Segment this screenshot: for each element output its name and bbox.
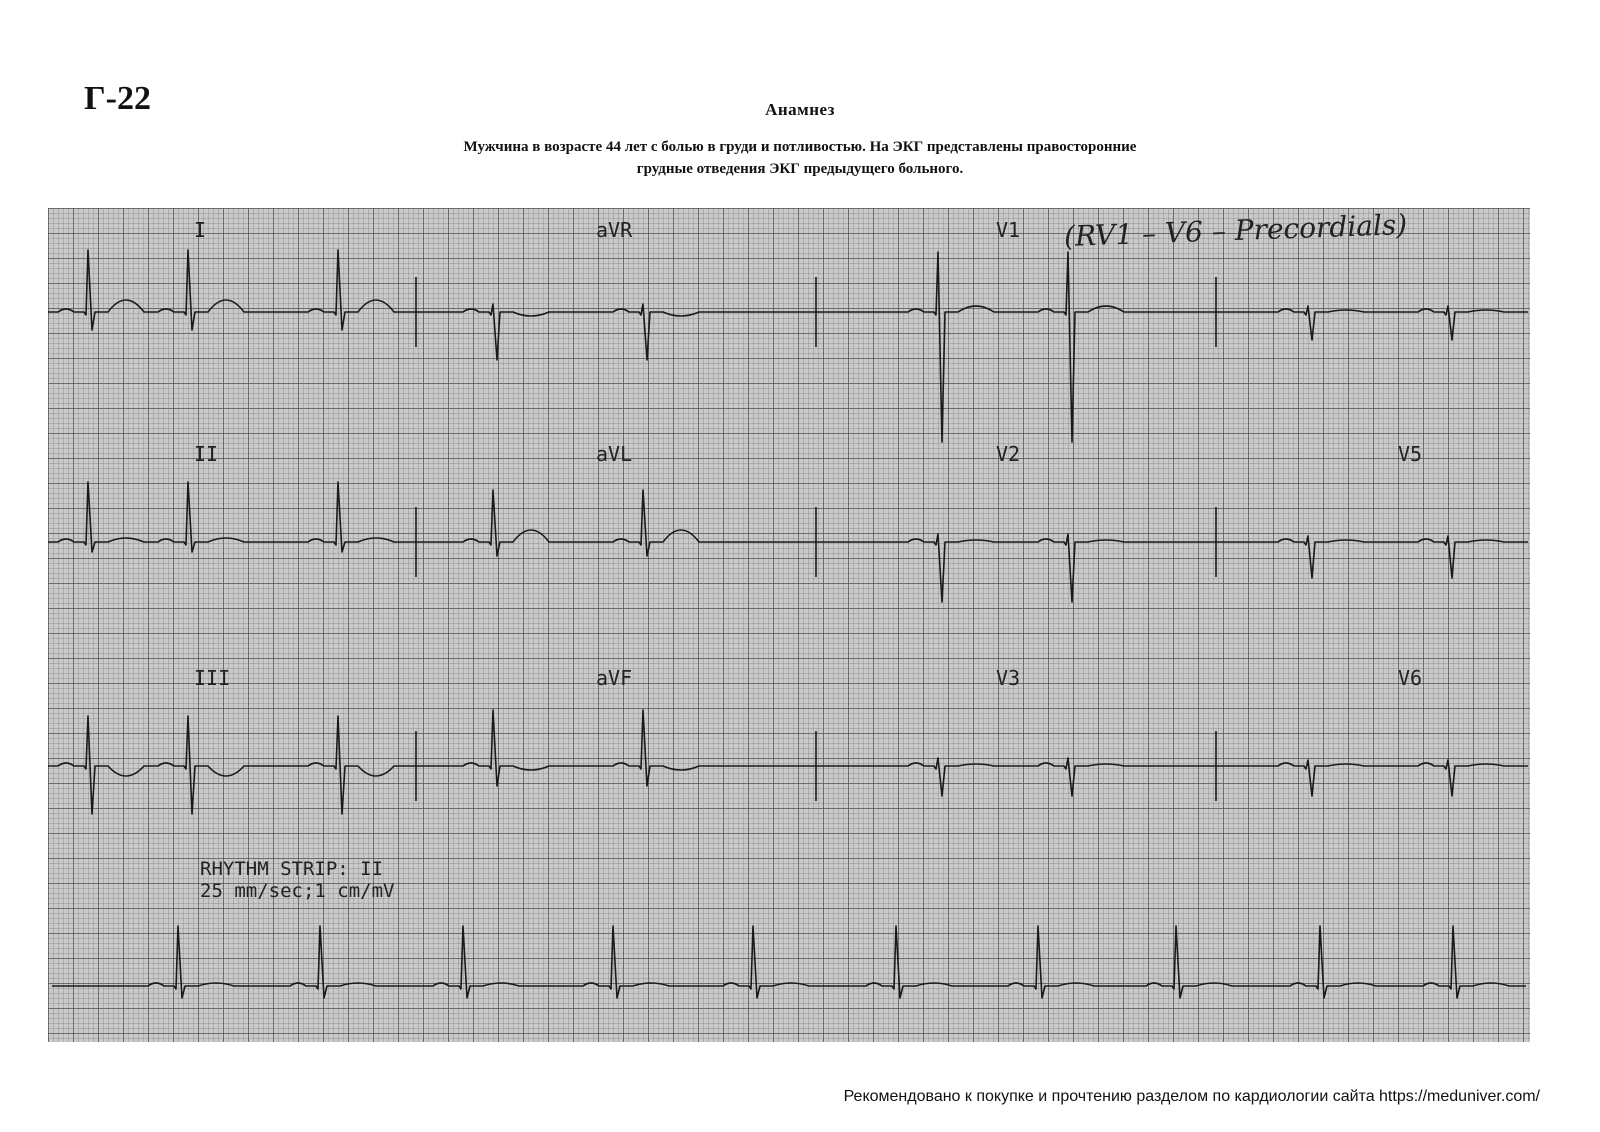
trace-aVF bbox=[416, 710, 816, 786]
lead-label-aVR: aVR bbox=[596, 218, 633, 242]
trace-rhythm-II bbox=[52, 926, 1526, 998]
rhythm-strip-note bbox=[200, 858, 394, 902]
lead-label-aVL: aVL bbox=[596, 442, 633, 466]
trace-aVL bbox=[416, 490, 816, 556]
lead-label-II: II bbox=[194, 442, 219, 466]
ecg-sheet bbox=[48, 208, 1530, 1042]
trace-V3 bbox=[816, 758, 1216, 796]
lead-label-V2: V2 bbox=[996, 442, 1021, 466]
lead-label-V3: V3 bbox=[996, 666, 1021, 690]
history-heading: Анамнез bbox=[765, 100, 835, 119]
history-line-2: грудные отведения ЭКГ предыдущего больного. bbox=[636, 161, 964, 177]
trace-II bbox=[48, 482, 416, 552]
lead-label-aVF: aVF bbox=[596, 666, 633, 690]
footer-recommendation: Рекомендовано к покупке и прочтению разделом по кардиологии сайта https://meduniver.com/ bbox=[843, 1088, 1540, 1105]
trace-aVR bbox=[416, 304, 816, 360]
lead-label-V1: V1 bbox=[996, 218, 1021, 242]
trace-V6 bbox=[1216, 760, 1528, 796]
case-id: Г-22 bbox=[84, 80, 151, 117]
trace-V2 bbox=[816, 534, 1216, 602]
ecg-traces bbox=[48, 208, 1530, 1042]
trace-V5 bbox=[1216, 536, 1528, 578]
handwritten-annotation: (RV1 – V6 – Precordials) bbox=[1063, 208, 1408, 253]
trace-I bbox=[48, 250, 416, 330]
lead-label-V6: V6 bbox=[1398, 666, 1423, 690]
trace-V4 bbox=[1216, 306, 1528, 340]
history-text bbox=[260, 136, 1340, 180]
trace-V1 bbox=[816, 252, 1216, 442]
lead-label-I: I bbox=[194, 218, 207, 242]
history-line-1: Мужчина в возрасте 44 лет с болью в груди и потливостью. На ЭКГ представлены правосторонние bbox=[463, 139, 1137, 155]
rhythm-strip-settings: 25 mm/sec;1 cm/mV bbox=[200, 880, 395, 902]
rhythm-strip-lead: RHYTHM STRIP: II bbox=[200, 858, 384, 880]
lead-label-III: III bbox=[194, 666, 231, 690]
lead-label-V5: V5 bbox=[1398, 442, 1423, 466]
trace-III bbox=[48, 716, 416, 814]
